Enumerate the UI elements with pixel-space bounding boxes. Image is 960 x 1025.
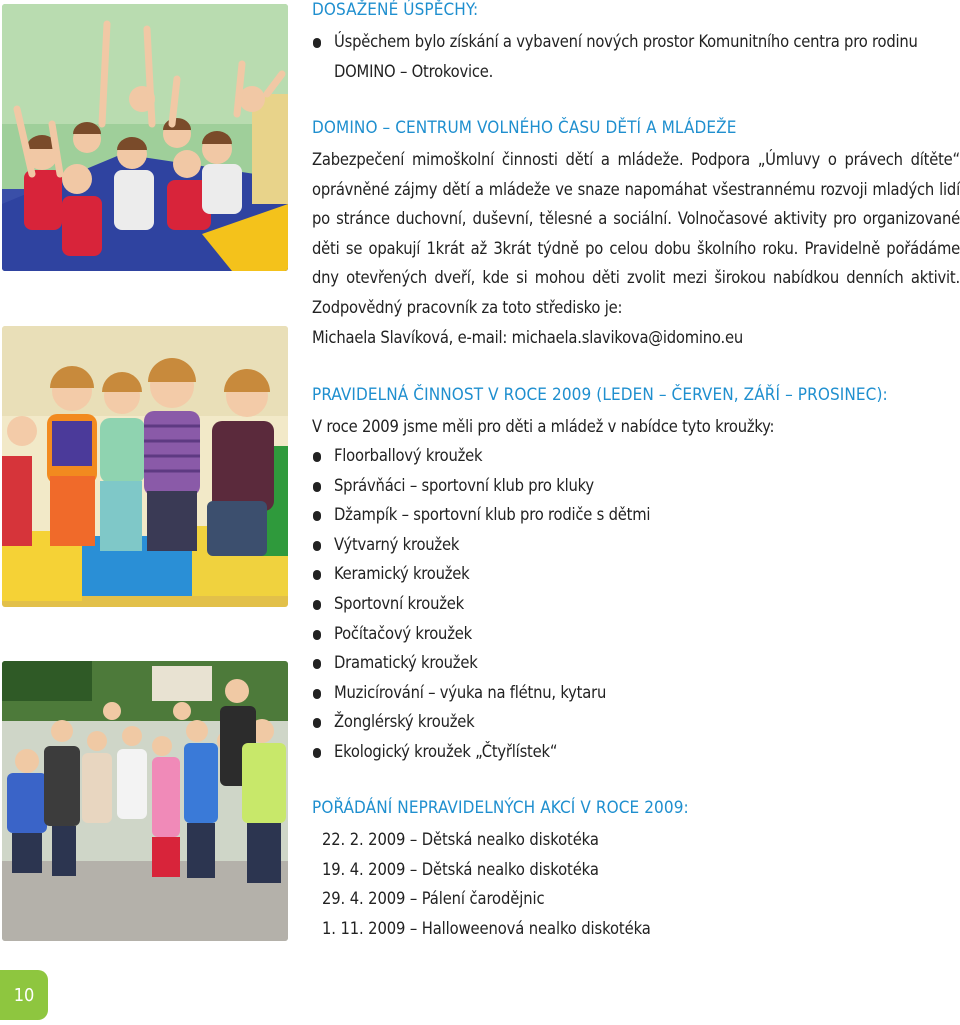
regular-activities-heading: PRAVIDELNÁ ČINNOST V ROCE 2009 (LEDEN – ČERVEN, ZÁŘÍ – PROSINEC): — [312, 385, 888, 405]
list-item: Dramatický kroužek — [312, 648, 650, 678]
bullet-icon — [313, 511, 321, 521]
list-item: Počítačový kroužek — [312, 619, 650, 649]
list-item: Výtvarný kroužek — [312, 530, 650, 560]
bullet-icon — [313, 570, 321, 580]
photo-group-outdoors — [2, 661, 288, 941]
achievements-heading: DOSAŽENÉ ÚSPĚCHY: — [312, 0, 479, 20]
list-item: Správňáci – sportovní klub pro kluky — [312, 471, 650, 501]
bullet-icon — [313, 541, 321, 551]
center-description: Zabezpečení mimoškolní činnosti dětí a mládeže. Podpora „Úmluvy o právech dítěte“ oprávněné zájmy dětí a mládeže ve snaze napomáhat všestrannému rozvoji mladých lidí po stránce duchovní, duševní, tělesné a sociální. Volnočasové aktivity pro organizované děti se opakují 1krát až 3krát týdně po celou dobu školního roku. Pravidelně pořádáme dny otevřených dveří, kde si mohou děti zvolit mezi širokou nabídkou denních aktivit. Zodpovědný pracovník za toto středisko je: — [312, 150, 960, 317]
bullet-icon — [313, 718, 321, 728]
list-item: Ekologický kroužek „Čtyřlístek“ — [312, 737, 650, 767]
bullet-icon — [313, 482, 321, 492]
achievements-list — [312, 27, 960, 86]
list-item: Keramický kroužek — [312, 559, 650, 589]
list-item: Žonglérský kroužek — [312, 707, 650, 737]
bullet-icon — [313, 630, 321, 640]
bullet-icon — [313, 748, 321, 758]
photo-children-raising-hands — [2, 4, 288, 271]
list-item: Floorballový kroužek — [312, 441, 650, 471]
center-heading: DOMINO – CENTRUM VOLNÉHO ČASU DĚTÍ A MLÁDEŽE — [312, 118, 737, 138]
list-item: Úspěchem bylo získání a vybavení nových prostor Komunitního centra pro rodinu DOMINO – Otrokovice. — [312, 27, 960, 86]
regular-intro: V roce 2009 jsme měli pro děti a mládež v nabídce tyto kroužky: — [312, 417, 775, 436]
bullet-icon — [313, 659, 321, 669]
events-heading: POŘÁDÁNÍ NEPRAVIDELNÝCH AKCÍ V ROCE 2009: — [312, 798, 689, 818]
photo-girls-on-blocks — [2, 326, 288, 607]
list-item: 29. 4. 2009 – Pálení čarodějnic — [322, 889, 545, 909]
list-item: 19. 4. 2009 – Dětská nealko diskotéka — [322, 859, 599, 879]
list-item: Muzicírování – výuka na flétnu, kytaru — [312, 678, 650, 708]
bullet-icon — [313, 452, 321, 462]
list-item: Sportovní kroužek — [312, 589, 650, 619]
list-item: 22. 2. 2009 – Dětská nealko diskotéka — [322, 830, 599, 849]
events-list — [322, 825, 651, 943]
bullet-icon — [313, 38, 321, 48]
page-number-badge: 10 — [0, 970, 48, 1020]
center-contact: Michaela Slavíková, e-mail: michaela.slavikova@idomino.eu — [312, 328, 743, 347]
bullet-icon — [313, 689, 321, 699]
clubs-list — [312, 441, 650, 767]
list-item: 1. 11. 2009 – Halloweenová nealko diskotéka — [322, 918, 651, 938]
bullet-icon — [313, 600, 321, 610]
list-item: Džampík – sportovní klub pro rodiče s dětmi — [312, 500, 650, 530]
